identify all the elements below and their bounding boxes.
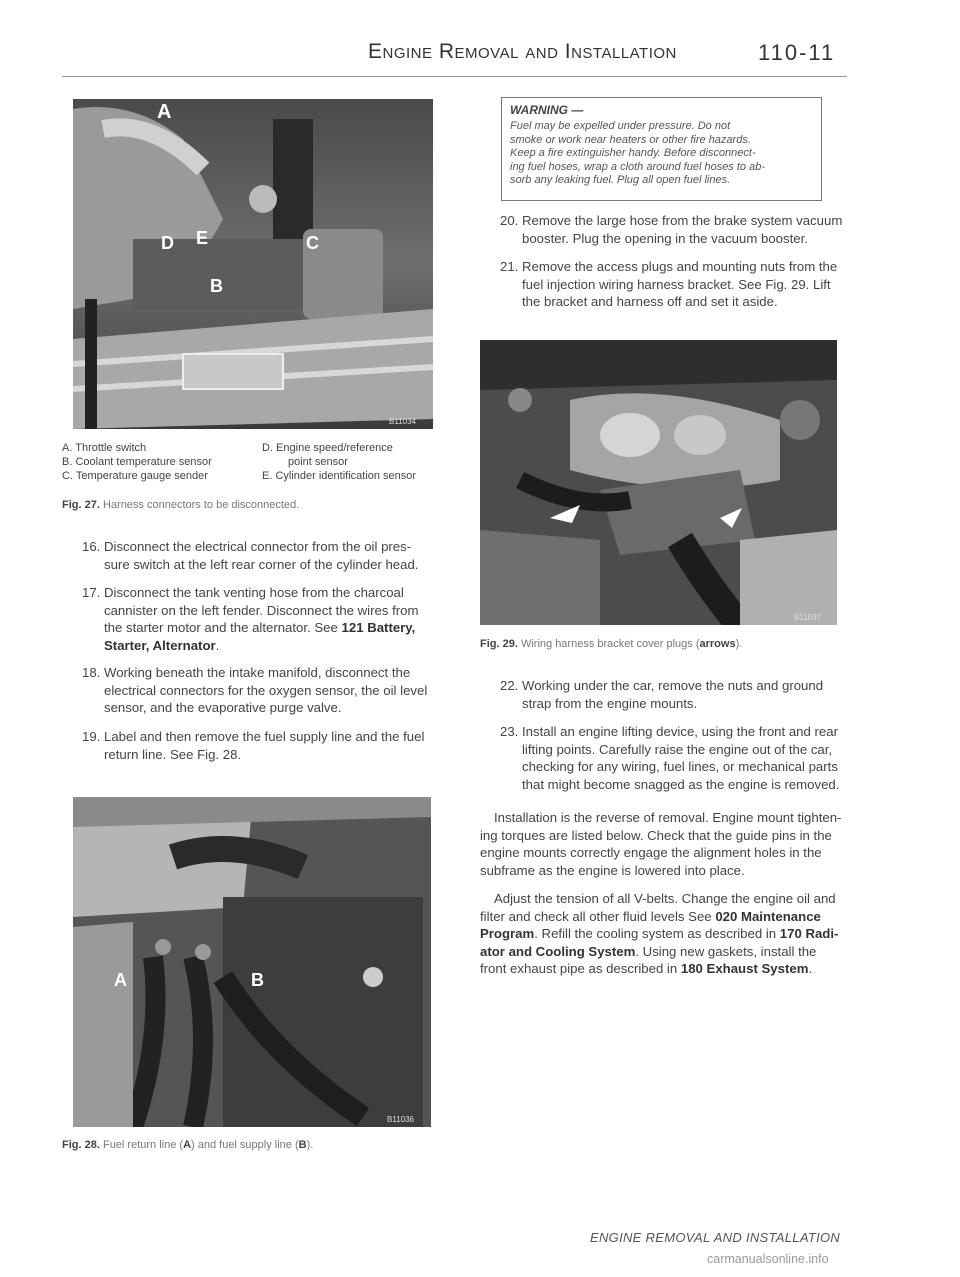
warning-line: Keep a fire extinguisher handy. Before disconnect- <box>510 147 756 159</box>
ref-battery: 121 Battery, <box>341 620 416 635</box>
caption-bold: A <box>183 1139 192 1151</box>
step-number: 18. <box>82 665 101 680</box>
caption-text: ). <box>306 1139 314 1151</box>
step-line <box>104 637 418 655</box>
fig27-legend-c: C. Temperature gauge sender <box>62 470 208 482</box>
fig29-caption <box>480 638 742 650</box>
fig28-caption <box>62 1139 313 1151</box>
caption-text: Fuel return line ( <box>102 1139 184 1151</box>
step-text: the starter motor and the alternator. See <box>104 620 338 635</box>
para-line <box>480 925 850 943</box>
fig27-label-d: D <box>161 233 174 253</box>
fig28-label-a: A <box>114 970 127 990</box>
para-text: . Refill the cooling system as described in <box>534 926 780 941</box>
page-number: 110-11 <box>758 40 836 65</box>
warning-line: ing fuel hoses, wrap a cloth around fuel hoses to ab- <box>510 160 765 173</box>
fig28-label-b: B <box>251 970 264 990</box>
step-line <box>104 619 418 637</box>
step-line: sure switch at the left rear corner of the cylinder head. <box>104 556 419 572</box>
fig27-caption-text: Harness connectors to be disconnected. <box>102 499 300 511</box>
fig27-legend-b: B. Coolant temperature sensor <box>62 456 212 468</box>
fig27-legend-d: D. Engine speed/reference <box>262 442 393 454</box>
warning-body <box>510 120 813 188</box>
step-line: lifting points. Carefully raise the engine out of the car, <box>522 741 833 757</box>
fig29-caption-label: Fig. 29. <box>480 638 518 650</box>
fig27-code: B11034 <box>389 417 416 426</box>
fig27-caption-label: Fig. 27. <box>62 499 100 511</box>
para-line: Installation is the reverse of removal. Engine mount tighten- <box>494 810 842 825</box>
para-text: . Using new gaskets, install the <box>635 943 817 959</box>
step-line: booster. Plug the opening in the vacuum booster. <box>522 230 808 246</box>
step-number: 23. <box>500 724 519 739</box>
step-text: . <box>215 637 220 653</box>
header-rule <box>62 76 847 77</box>
fig28-code: B11036 <box>387 1115 414 1124</box>
ref-starter: Starter, Alternator <box>104 637 216 653</box>
fig27-label-b: B <box>210 276 223 296</box>
step-number: 17. <box>82 585 101 600</box>
installation-paragraph <box>480 809 850 879</box>
warning-line: sorb any leaking fuel. Plug all open fuel lines. <box>510 174 731 186</box>
fig27-label-e: E <box>196 228 209 248</box>
step-line: electrical connectors for the oxygen sensor, the oil level <box>104 682 428 698</box>
step-line: Working beneath the intake manifold, disconnect the <box>104 665 411 680</box>
ref-exhaust: 180 Exhaust System <box>680 961 809 976</box>
step-line: Label and then remove the fuel supply line and the fuel <box>104 729 425 744</box>
warning-box <box>501 97 822 201</box>
page-header-title: Engine Removal and Installation <box>368 40 677 63</box>
warning-line: Fuel may be expelled under pressure. Do not <box>510 120 731 132</box>
para-line <box>480 943 850 961</box>
adjust-paragraph <box>480 890 850 978</box>
fig27-label-a: A <box>157 101 172 123</box>
para-line <box>480 908 850 926</box>
fig28-photo <box>73 797 431 1127</box>
fig27-label-c: C <box>306 233 319 253</box>
fig27-legend-e: E. Cylinder identification sensor <box>262 470 417 482</box>
step-line: Working under the car, remove the nuts and ground <box>522 678 824 693</box>
step-line: return line. See Fig. 28. <box>104 746 242 762</box>
fig29-photo <box>480 340 837 625</box>
para-text: front exhaust pipe as described in <box>480 961 681 976</box>
fig27-photo <box>73 99 433 429</box>
para-text: filter and check all other fluid levels See <box>480 908 716 924</box>
step-line: Disconnect the tank venting hose from the charcoal <box>104 585 404 600</box>
step-line: Install an engine lifting device, using the front and rear <box>522 724 838 739</box>
warning-title: WARNING — <box>510 103 584 117</box>
watermark: carmanualsonline.info <box>707 1252 829 1266</box>
fig29-code: B11037 <box>794 613 821 622</box>
fig27-legend-a: A. Throttle switch <box>62 442 147 454</box>
para-line <box>480 960 850 978</box>
para-line: Adjust the tension of all V-belts. Change the engine oil and <box>494 891 836 906</box>
step-line: Remove the large hose from the brake system vacuum <box>522 213 843 228</box>
page-footer: ENGINE REMOVAL AND INSTALLATION <box>590 1230 841 1245</box>
step-number: 19. <box>82 729 101 744</box>
fig28-caption-label: Fig. 28. <box>62 1139 100 1151</box>
fig27-legend-d-cont: point sensor <box>288 456 348 468</box>
step-line: strap from the engine mounts. <box>522 695 698 711</box>
caption-bold: arrows <box>699 638 736 650</box>
caption-text: ). <box>735 638 743 650</box>
para-line: engine mounts correctly engage the alignment holes in the <box>480 845 822 860</box>
ref-maintenance: 020 Maintenance <box>715 908 821 924</box>
caption-text: ) and fuel supply line ( <box>191 1139 299 1151</box>
step-number: 21. <box>500 259 519 274</box>
step-number: 16. <box>82 539 101 554</box>
fig27-caption <box>62 499 299 511</box>
step-line: that might become snagged as the engine is removed. <box>522 776 840 792</box>
ref-radiator: 170 Radi- <box>779 926 839 941</box>
step-line: Disconnect the electrical connector from the oil pres- <box>104 539 412 554</box>
caption-text: Wiring harness bracket cover plugs ( <box>520 638 700 650</box>
step-number: 22. <box>500 678 519 693</box>
step-number: 20. <box>500 213 519 228</box>
step-line: checking for any wiring, fuel lines, or mechanical parts <box>522 759 838 774</box>
para-line: subframe as the engine is lowered into place. <box>480 862 745 878</box>
para-line: ing torques are listed below. Check that the guide pins in the <box>480 827 832 843</box>
warning-line: smoke or work near heaters or other fire hazards. <box>510 133 751 146</box>
step-line: Remove the access plugs and mounting nuts from the <box>522 259 838 274</box>
ref-cooling: ator and Cooling System <box>480 943 636 959</box>
ref-program: Program <box>480 926 535 941</box>
step-line: the bracket and harness off and set it aside. <box>522 294 778 309</box>
para-text: . <box>808 961 813 976</box>
caption-bold: B <box>298 1139 307 1151</box>
step-line: sensor, and the evaporative purge valve. <box>104 700 342 715</box>
step-line: cannister on the left fender. Disconnect the wires from <box>104 602 419 618</box>
step-line: fuel injection wiring harness bracket. See Fig. 29. Lift <box>522 276 831 292</box>
